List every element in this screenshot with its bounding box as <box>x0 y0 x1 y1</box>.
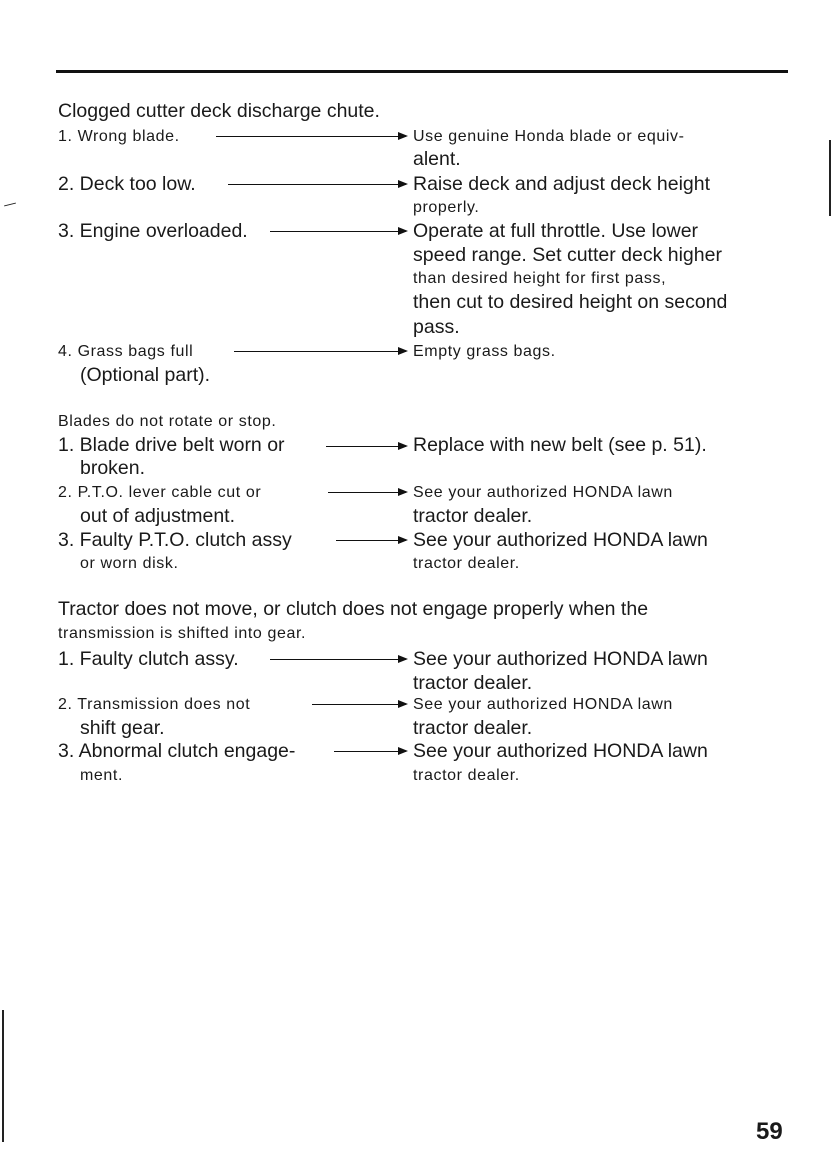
cause-wrong-blade: 1. Wrong blade. <box>58 128 180 145</box>
remedy-line: tractor dealer. <box>413 717 533 739</box>
arrow <box>334 751 406 752</box>
remedy-line: See your authorized HONDA lawn <box>413 529 708 551</box>
remedy-line: See your authorized HONDA lawn <box>413 740 708 762</box>
remedy-line: tractor dealer. <box>413 672 533 694</box>
remedy-line: Use genuine Honda blade or equiv- <box>413 128 685 145</box>
remedy-line: Operate at full throttle. Use lower <box>413 220 699 242</box>
cause-continuation: broken. <box>80 457 146 479</box>
cause-continuation: out of adjustment. <box>80 505 236 527</box>
remedy-line: tractor dealer. <box>413 555 520 572</box>
remedy-line: See your authorized HONDA lawn <box>413 484 673 501</box>
cause-continuation: or worn disk. <box>80 555 179 572</box>
remedy-line: speed range. Set cutter deck higher <box>413 244 722 266</box>
remedy-line: properly. <box>413 199 480 216</box>
arrow <box>336 540 406 541</box>
section-heading-blades: Blades do not rotate or stop. <box>58 413 277 430</box>
cause-abnormal-engagement: 3. Abnormal clutch engage- <box>58 740 296 762</box>
arrow <box>234 351 406 352</box>
cause-continuation: (Optional part). <box>80 364 211 386</box>
top-rule <box>56 70 788 73</box>
section-heading-clogged-chute: Clogged cutter deck discharge chute. <box>58 100 380 122</box>
arrow <box>312 704 406 705</box>
remedy-line: Replace with new belt (see p. 51). <box>413 434 707 456</box>
cause-grass-bags-full: 4. Grass bags full <box>58 343 194 360</box>
scan-speck <box>4 203 16 207</box>
section-heading-tractor-2: transmission is shifted into gear. <box>58 625 307 642</box>
page-number: 59 <box>756 1118 783 1145</box>
remedy-line: alent. <box>413 148 461 170</box>
arrow <box>270 659 406 660</box>
remedy-line: tractor dealer. <box>413 767 520 784</box>
scan-edge-mark <box>2 1010 4 1142</box>
remedy-line: then cut to desired height on second <box>413 291 728 313</box>
cause-faulty-clutch: 1. Faulty clutch assy. <box>58 648 239 670</box>
arrow <box>328 492 406 493</box>
arrow <box>216 136 406 137</box>
arrow <box>270 231 406 232</box>
cause-pto-clutch: 3. Faulty P.T.O. clutch assy <box>58 529 292 551</box>
remedy-line: See your authorized HONDA lawn <box>413 696 673 713</box>
cause-belt-worn: 1. Blade drive belt worn or <box>58 434 285 456</box>
remedy-line: See your authorized HONDA lawn <box>413 648 708 670</box>
section-heading-tractor: Tractor does not move, or clutch does not engage properly when the <box>58 598 649 620</box>
remedy-line: Raise deck and adjust deck height <box>413 173 711 195</box>
remedy-line: Empty grass bags. <box>413 343 556 360</box>
scan-edge-mark <box>829 140 831 216</box>
cause-continuation: shift gear. <box>80 717 165 739</box>
arrow <box>228 184 406 185</box>
remedy-line: tractor dealer. <box>413 505 533 527</box>
cause-transmission: 2. Transmission does not <box>58 696 251 713</box>
cause-continuation: ment. <box>80 767 124 784</box>
remedy-line: than desired height for first pass, <box>413 270 667 287</box>
cause-pto-cable: 2. P.T.O. lever cable cut or <box>58 484 262 501</box>
cause-engine-overloaded: 3. Engine overloaded. <box>58 220 248 242</box>
cause-deck-too-low: 2. Deck too low. <box>58 173 196 195</box>
arrow <box>326 446 406 447</box>
remedy-line: pass. <box>413 316 460 338</box>
